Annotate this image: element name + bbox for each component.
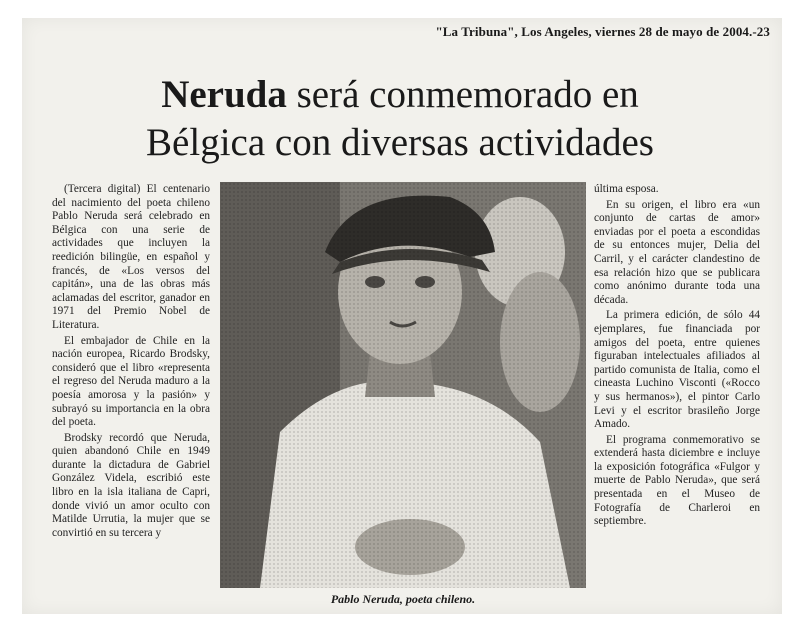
headline-line-2: Bélgica con diversas actividades [146,121,654,164]
headline-line-1-rest: será conmemorado en [286,73,639,116]
right-paragraph-2: En su origen, el libro era «un conjunto de cartas de amor» enviadas por el poeta a escondidas de su entonces mujer, Delia del Carril, y el carácter clandestino de esa relación hizo que se publicara como anónimo durante toda una década. [594,198,760,306]
publication-header: "La Tribuna", Los Angeles, viernes 28 de mayo de 2004.-23 [435,24,770,39]
portrait-illustration [220,182,586,588]
left-column [52,183,210,542]
left-paragraph-1: (Tercera digital) El centenario del nacimiento del poeta chileno Pablo Neruda será celebrado en Bélgica con una serie de actividades que incluyen la reedición bilingüe, en español y francés, de «Los versos del capitán», una de las obras más aclamadas del escritor, ganador en 1971 del Premio Nobel de Literatura. [52,183,210,331]
photo-caption: Pablo Neruda, poeta chileno. [330,592,476,606]
right-paragraph-4: El programa conmemorativo se extenderá hasta diciembre e incluye la exposición fotográfica «Fulgor y muerte de Pablo Neruda», que será presentada en el Museo de Fotografía de Charleroi en septiembre. [594,433,760,528]
right-paragraph-3: La primera edición, de sólo 44 ejemplares, fue financiada por amigos del poeta, entre quienes figuraban intelectuales afiliados al partido comunista de Italia, como el cineasta Luchino Visconti («Rocco y sus hermanos»), el pintor Carlo Levi y el escritor brasileño Jorge Amado. [594,309,760,431]
right-paragraph-1: última esposa. [594,183,659,195]
left-paragraph-3: Brodsky recordó que Neruda, quien abandonó Chile en 1949 durante la dictadura de Gabriel González Videla, escribió este libro en la isla italiana de Capri, donde vivió un amor oculto con Matilde Urrutia, la mujer que se convirtió en su tercera y [52,431,210,539]
portrait-photo [220,182,586,588]
left-paragraph-2: El embajador de Chile en la nación europea, Ricardo Brodsky, consideró que el libro «representa el regreso del Neruda maduro a la poesía amorosa y la pasión» y subrayó su importancia en la obra del poeta. [52,334,210,429]
headline-line-1 [60,72,740,118]
right-column [594,183,760,531]
headline-bold-word: Neruda [161,73,287,116]
